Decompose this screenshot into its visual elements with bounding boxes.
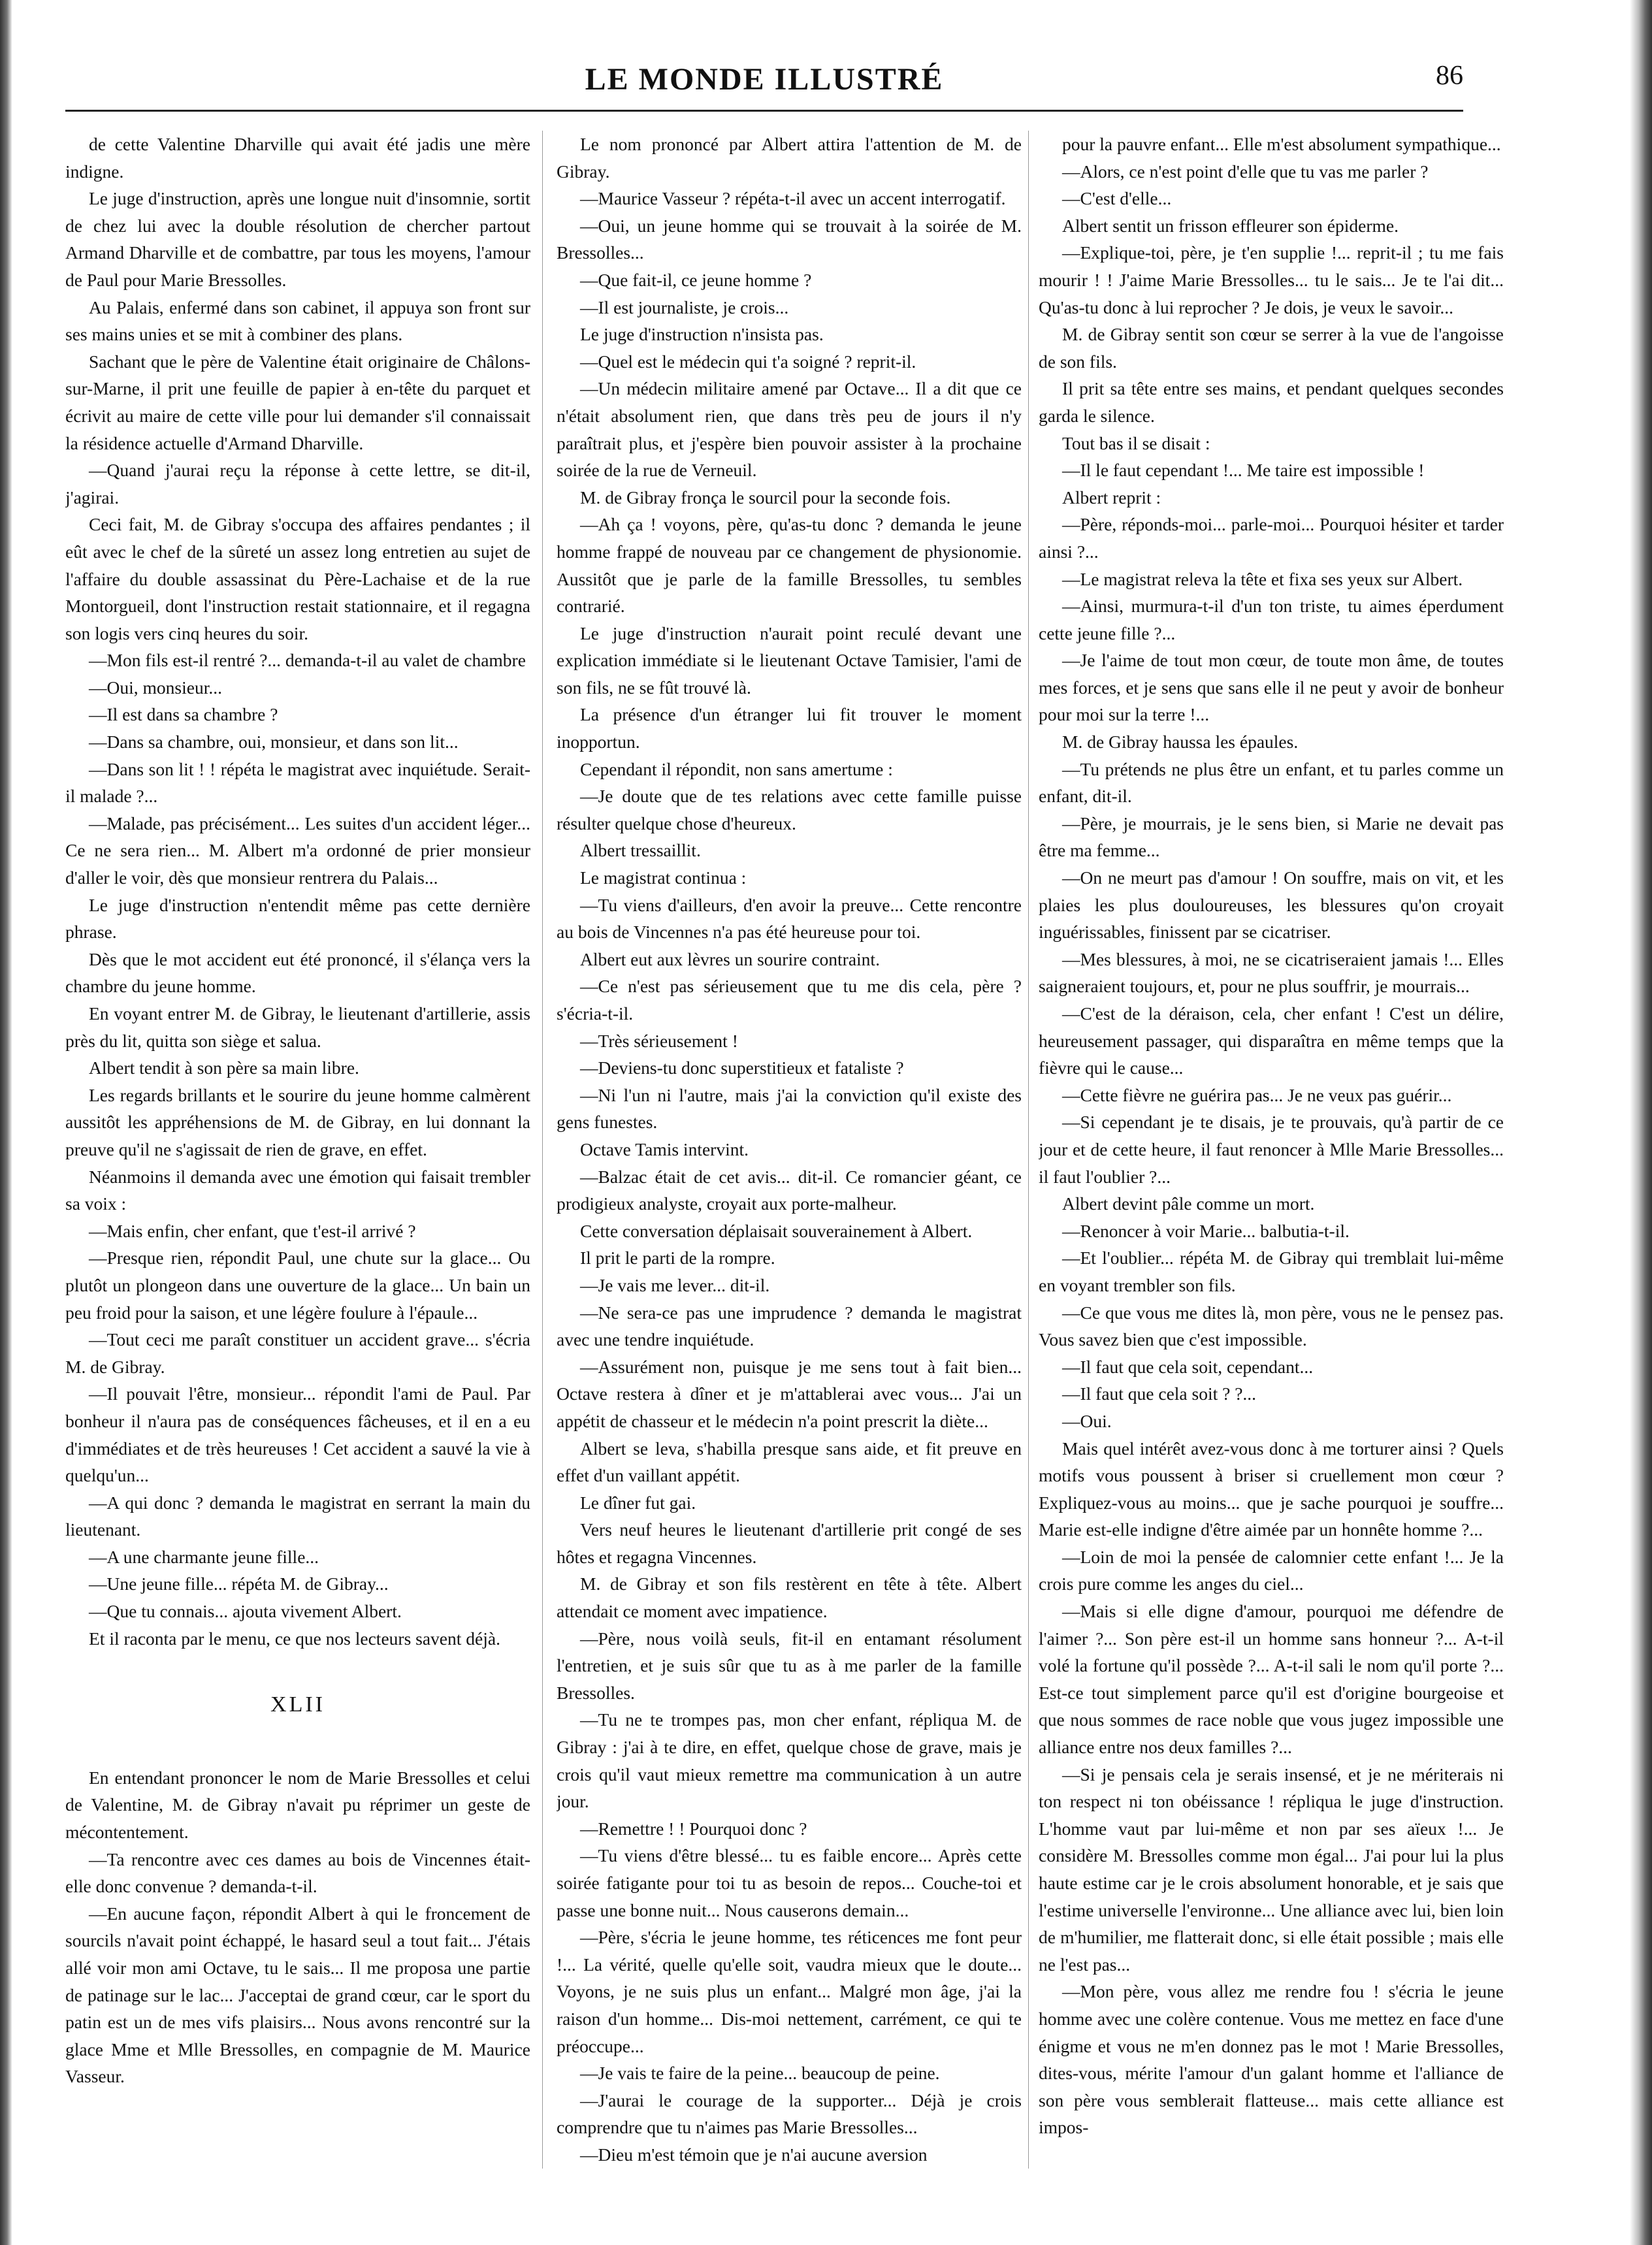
- paragraph: —Il est dans sa chambre ?: [89, 704, 278, 725]
- paragraph: —C'est de la déraison, cela, cher enfant ! C'est un délire, heureusement passager, qui disparaîtra en même temps que la fièvre qui le cause...: [1039, 1003, 1504, 1078]
- paragraph: Les regards brillants et le sourire du jeune homme calmèrent aussitôt les appréhensions de M. de Gibray, en lui donnant la preuve qu'il ne s'agissait de rien de grave, en effet.: [65, 1084, 530, 1159]
- paragraph: —On ne meurt pas d'amour ! On souffre, mais on vit, et les plaies les plus douloureuses, les blessures qu'on croyait inguérissables, finissent par se cicatriser.: [1039, 867, 1504, 943]
- paragraph: Albert tressaillit.: [580, 840, 701, 861]
- column-divider: [542, 131, 543, 2169]
- paragraph: Ceci fait, M. de Gibray s'occupa des affaires pendantes ; il eût avec le chef de la sûreté un assez long entretien au sujet de l'affaire du double assassinat du Père-Lachaise et de la rue Montorgueil, dont l'instruction restait stationnaire, et il regagna son logis vers cinq heures du soir.: [65, 514, 530, 643]
- paragraph: —Explique-toi, père, je t'en supplie !... reprit-il ; tu me fais mourir ! ! J'aime Marie Bressolles... tu le sais... Je te l'ai dit... Qu'as-tu donc à lui reprocher ? Je dois, je veux le savoir...: [1039, 242, 1504, 317]
- paragraph: —Oui.: [1062, 1410, 1112, 1431]
- paragraph: Cette conversation déplaisait souverainement à Albert.: [580, 1220, 973, 1241]
- page-binding-edge: [0, 0, 12, 2245]
- column-divider: [1028, 131, 1029, 2169]
- paragraph: —Cette fièvre ne guérira pas... Je ne veux pas guérir...: [1062, 1084, 1452, 1105]
- paragraph: En entendant prononcer le nom de Marie Bressolles et celui de Valentine, M. de Gibray n'avait pu réprimer un geste de mécontentement.: [65, 1767, 530, 1843]
- paragraph: Le juge d'instruction n'insista pas.: [580, 324, 824, 345]
- paragraph: —Ah ça ! voyons, père, qu'as-tu donc ? demanda le jeune homme frappé de nouveau par ce changement de physionomie. Aussitôt que je parle de la famille Bressolles, tu sembles contrarié.: [557, 514, 1022, 617]
- paragraph: —Il faut que cela soit, cependant...: [1062, 1356, 1314, 1377]
- paragraph: —Très sérieusement !: [580, 1030, 738, 1051]
- paragraph: —Et l'oublier... répéta M. de Gibray qui tremblait lui-même en voyant trembler son fils.: [1039, 1248, 1504, 1295]
- paragraph: —Ce que vous me dites là, mon père, vous ne le pensez pas. Vous savez bien que c'est impossible.: [1039, 1302, 1504, 1350]
- paragraph: —Loin de moi la pensée de calomnier cette enfant !... Je la crois pure comme les anges du ciel...: [1039, 1546, 1504, 1594]
- paragraph: —Ni l'un ni l'autre, mais j'ai la conviction qu'il existe des gens funestes.: [557, 1084, 1022, 1133]
- paragraph: Il prit sa tête entre ses mains, et pendant quelques secondes garda le silence.: [1039, 378, 1504, 426]
- paragraph: Albert sentit un frisson effleurer son épiderme.: [1062, 215, 1399, 236]
- paragraph: —Ainsi, murmura-t-il d'un ton triste, tu aimes éperdument cette jeune fille ?...: [1039, 596, 1504, 643]
- paragraph: —Mon père, vous allez me rendre fou ! s'écria le jeune homme avec une colère contenue. Vous me mettez en face d'une énigme et vous ne m'en donnez pas le mot ! Marie Bressolles, dites-vous, mérite l'amour d'un galant homme et l'alliance de son père vous semblerait flatteuse... mais cette alliance est impos-: [1039, 1981, 1504, 2138]
- paragraph: Octave Tamis intervint.: [580, 1139, 749, 1159]
- paragraph: Le juge d'instruction n'entendit même pas cette dernière phrase.: [65, 894, 530, 943]
- paragraph: Sachant que le père de Valentine était originaire de Châlons-sur-Marne, il prit une feuille de papier à en-tête du parquet et écrivit au maire de cette ville pour lui demander s'il connaissait la résidence actuelle d'Armand Dharville.: [65, 351, 530, 453]
- page-number: 86: [1436, 61, 1463, 91]
- paragraph: En voyant entrer M. de Gibray, le lieutenant d'artillerie, assis près du lit, quitta son siège et salua.: [65, 1003, 530, 1051]
- paragraph: —Quand j'aurai reçu la réponse à cette lettre, se dit-il, j'agirai.: [65, 460, 530, 508]
- paragraph: Mais quel intérêt avez-vous donc à me torturer ainsi ? Quels motifs vous poussent à briser si cruellement mon cœur ? Expliquez-vous au moins... que je sache pourquoi je souffre... Marie est-elle indigne d'être aimée par un honnête homme ?...: [1039, 1438, 1504, 1540]
- paragraph: —Que tu connais... ajouta vivement Albert.: [89, 1601, 402, 1622]
- paragraph: Albert se leva, s'habilla presque sans aide, et fit preuve en effet d'un vaillant appétit.: [557, 1438, 1022, 1486]
- paragraph: —Je doute que de tes relations avec cette famille puisse résulter quelque chose d'heureux.: [557, 786, 1022, 833]
- paragraph: —Dans son lit ! ! répéta le magistrat avec inquiétude. Serait-il malade ?...: [65, 758, 530, 807]
- paragraph: —Père, réponds-moi... parle-moi... Pourquoi hésiter et tarder ainsi ?...: [1039, 514, 1504, 562]
- paragraph: —Balzac était de cet avis... dit-il. Ce romancier géant, ce prodigieux analyste, croyait aux porte-malheur.: [557, 1166, 1022, 1214]
- page-scan-edge: [1630, 0, 1652, 2245]
- paragraph: Néanmoins il demanda avec une émotion qui faisait trembler sa voix :: [65, 1166, 530, 1214]
- paragraph: Le nom prononcé par Albert attira l'attention de M. de Gibray.: [557, 134, 1022, 182]
- paragraph: —Mon fils est-il rentré ?... demanda-t-il au valet de chambre: [89, 650, 526, 671]
- paragraph: —Quel est le médecin qui t'a soigné ? reprit-il.: [580, 351, 916, 372]
- paragraph: Le juge d'instruction, après une longue nuit d'insomnie, sortit de chez lui avec la double résolution de chercher partout Armand Dharville et de combattre, par tous les moyens, l'amour de Paul pour Marie Bressolles.: [65, 188, 530, 290]
- paragraph: —Tout ceci me paraît constituer un accident grave... s'écria M. de Gibray.: [65, 1329, 530, 1377]
- paragraph: —Dans sa chambre, oui, monsieur, et dans son lit...: [89, 732, 459, 752]
- paragraph: —J'aurai le courage de la supporter... Déjà je crois comprendre que tu n'aimes pas Marie Bressolles...: [557, 2090, 1022, 2138]
- paragraph: —Dieu m'est témoin que je n'ai aucune aversion: [580, 2144, 928, 2165]
- paragraph: —Tu viens d'être blessé... tu es faible encore... Après cette soirée fatigante pour toi tu as besoin de repos... Couche-toi et passe une bonne nuit... Nous causerons demain...: [557, 1845, 1022, 1920]
- text-column-2: [557, 131, 1022, 2175]
- paragraph: —Une jeune fille... répéta M. de Gibray...: [89, 1574, 389, 1594]
- paragraph: —A qui donc ? demanda le magistrat en serrant la main du lieutenant.: [65, 1492, 530, 1540]
- column-1-body-after-heading: [65, 1764, 530, 2090]
- paragraph: —Il est journaliste, je crois...: [580, 297, 789, 317]
- paragraph: —Mais enfin, cher enfant, que t'est-il arrivé ?: [89, 1220, 416, 1241]
- paragraph: M. de Gibray et son fils restèrent en tête à tête. Albert attendait ce moment avec impatience.: [557, 1574, 1022, 1622]
- paragraph: —Mes blessures, à moi, ne se cicatriseraient jamais !... Elles saigneraient toujours, et, pour ne plus souffrir, je mourrais...: [1039, 948, 1504, 997]
- paragraph: —Deviens-tu donc superstitieux et fataliste ?: [580, 1058, 904, 1078]
- paragraph: M. de Gibray fronça le sourcil pour la seconde fois.: [580, 487, 951, 508]
- paragraph: Albert devint pâle comme un mort.: [1062, 1193, 1315, 1214]
- paragraph: —Le magistrat releva la tête et fixa ses yeux sur Albert.: [1062, 568, 1463, 589]
- paragraph: Il prit le parti de la rompre.: [580, 1248, 775, 1268]
- paragraph: —Mais si elle digne d'amour, pourquoi me défendre de l'aimer ?... Son père est-il un homme sans honneur ?... A-t-il volé la fortune qu'il possède ?... A-t-il sali le nom qu'il porte ?... Est-ce tout simplement parce qu'il est d'origine bourgeoise et que nous sommes de race noble que vous jugez impossible une alliance entre nos deux familles ?...: [1039, 1601, 1504, 1758]
- paragraph: Le magistrat continua :: [580, 867, 747, 888]
- paragraph: —Père, s'écria le jeune homme, tes réticences me font peur !... La vérité, quelle qu'elle soit, vaudra mieux que le doute... Voyons, je ne suis plus un enfant... Malgré mon âge, j'ai la raison d'un homme... Dis-moi nettement, carrément, ce qui te préoccupe...: [557, 1927, 1022, 2056]
- paragraph: M. de Gibray haussa les épaules.: [1062, 732, 1299, 752]
- paragraph: M. de Gibray sentit son cœur se serrer à la vue de l'angoisse de son fils.: [1039, 324, 1504, 372]
- paragraph: —Si cependant je te disais, je te prouvais, qu'à partir de ce jour et de cette heure, il faut renoncer à Mlle Marie Bressolles... il faut l'oublier ?...: [1039, 1112, 1504, 1187]
- paragraph: Dès que le mot accident eut été prononcé, il s'élança vers la chambre du jeune homme.: [65, 948, 530, 997]
- paragraph: —C'est d'elle...: [1062, 188, 1172, 209]
- paragraph: —Je vais te faire de la peine... beaucoup de peine.: [580, 2063, 940, 2084]
- paragraph: —Père, nous voilà seuls, fit-il en entamant résolument l'entretien, et je suis sûr que tu as à me parler de la famille Bressolles.: [557, 1628, 1022, 1703]
- paragraph: Vers neuf heures le lieutenant d'artillerie prit congé de ses hôtes et regagna Vincennes.: [557, 1519, 1022, 1567]
- page-header: [65, 51, 1463, 112]
- text-column-1: [65, 131, 530, 2175]
- paragraph: —Que fait-il, ce jeune homme ?: [580, 269, 812, 290]
- paragraph: de cette Valentine Dharville qui avait été jadis une mère indigne.: [65, 134, 530, 182]
- paragraph: —Il faut que cela soit ? ?...: [1062, 1383, 1257, 1404]
- paragraph: —Ne sera-ce pas une imprudence ? demanda le magistrat avec une tendre inquiétude.: [557, 1302, 1022, 1350]
- paragraph: —Oui, un jeune homme qui se trouvait à la soirée de M. Bressolles...: [557, 215, 1022, 263]
- paragraph: —Alors, ce n'est point d'elle que tu vas me parler ?: [1062, 161, 1429, 182]
- paragraph: —Tu ne te trompes pas, mon cher enfant, répliqua M. de Gibray : j'ai à te dire, en effet, quelque chose de grave, mais je crois qu'il vaut mieux remettre ma communication à un autre jour.: [557, 1709, 1022, 1812]
- paragraph: —Maurice Vasseur ? répéta-t-il avec un accent interrogatif.: [580, 188, 1006, 209]
- journal-title: LE MONDE ILLUSTRÉ: [585, 62, 944, 97]
- paragraph: Albert reprit :: [1062, 487, 1161, 508]
- paragraph: Tout bas il se disait :: [1062, 432, 1210, 453]
- paragraph: Le dîner fut gai.: [580, 1492, 696, 1513]
- paragraph: —Père, je mourrais, je le sens bien, si Marie ne devait pas être ma femme...: [1039, 813, 1504, 861]
- paragraph: —Renoncer à voir Marie... balbutia-t-il.: [1062, 1220, 1350, 1241]
- column-1-body: [65, 131, 530, 1652]
- paragraph: —Assurément non, puisque je me sens tout à fait bien... Octave restera à dîner et je m'attablerai avec vous... J'ai un appétit de chasseur et le médecin n'a point prescrit la diète...: [557, 1356, 1022, 1431]
- text-column-3: [1039, 131, 1504, 2175]
- paragraph: —A une charmante jeune fille...: [89, 1546, 319, 1567]
- paragraph: —Presque rien, répondit Paul, une chute sur la glace... Ou plutôt un plongeon dans une ouverture de la glace... Un bain un peu froid pour la saison, et une légère foulure à l'épaule...: [65, 1248, 530, 1323]
- paragraph: Le juge d'instruction n'aurait point reculé devant une explication immédiate si le lieutenant Octave Tamisier, l'ami de son fils, ne se fût trouvé là.: [557, 622, 1022, 698]
- paragraph: —Ta rencontre avec ces dames au bois de Vincennes était-elle donc convenue ? demanda-t-il.: [65, 1849, 530, 1897]
- paragraph: La présence d'un étranger lui fit trouver le moment inopportun.: [557, 704, 1022, 752]
- paragraph: pour la pauvre enfant... Elle m'est absolument sympathique...: [1062, 134, 1501, 154]
- paragraph: —Tu prétends ne plus être un enfant, et tu parles comme un enfant, dit-il.: [1039, 758, 1504, 807]
- paragraph: Albert tendit à son père sa main libre.: [89, 1058, 359, 1078]
- paragraph: Au Palais, enfermé dans son cabinet, il appuya son front sur ses mains unies et se mit à combiner des plans.: [65, 297, 530, 345]
- column-2-body: [557, 131, 1022, 2169]
- paragraph: —En aucune façon, répondit Albert à qui le froncement de sourcils n'avait point échappé, le hasard seul a tout fait... J'étais allé voir mon ami Octave, tu le sais... Il me proposa une partie de patinage sur le lac... J'acceptai de grand cœur, car le sport du patin est un de mes vifs plaisirs... Nous avons rencontré sur la glace Mme et Mlle Bressolles, en compagnie de M. Maurice Vasseur.: [65, 1903, 530, 2087]
- paragraph: —Je l'aime de tout mon cœur, de toute mon âme, de toutes mes forces, et je sens que sans elle il ne peut y avoir de bonheur pour moi sur la terre !...: [1039, 650, 1504, 725]
- paragraph: —Il pouvait l'être, monsieur... répondit l'ami de Paul. Par bonheur il n'aura pas de conséquences fâcheuses, et il en a eu d'immédiates et de très heureuses ! Cet accident a sauvé la vie à quelqu'un...: [65, 1383, 530, 1486]
- paragraph: —Un médecin militaire amené par Octave... Il a dit que ce n'était absolument rien, que dans très peu de jours il n'y paraîtrait plus, et j'espère bien pouvoir assister à la prochaine soirée de la rue de Verneuil.: [557, 378, 1022, 481]
- paragraph: —Malade, pas précisément... Les suites d'un accident léger... Ce ne sera rien... M. Albert m'a ordonné de prier monsieur d'aller le voir, dès que monsieur rentrera du Palais...: [65, 813, 530, 888]
- paragraph: —Oui, monsieur...: [89, 677, 222, 698]
- chapter-heading: XLII: [270, 1692, 325, 1717]
- paragraph: —Il le faut cependant !... Me taire est impossible !: [1062, 460, 1425, 481]
- paragraph: Albert eut aux lèvres un sourire contraint.: [580, 948, 880, 969]
- paragraph: Et il raconta par le menu, ce que nos lecteurs savent déjà.: [89, 1628, 500, 1649]
- paragraph: —Ce n'est pas sérieusement que tu me dis cela, père ? s'écria-t-il.: [557, 976, 1022, 1024]
- paragraph: —Remettre ! ! Pourquoi donc ?: [580, 1818, 807, 1839]
- paragraph: —Tu viens d'ailleurs, d'en avoir la preuve... Cette rencontre au bois de Vincennes n'a pas été heureuse pour toi.: [557, 894, 1022, 943]
- paragraph: —Si je pensais cela je serais insensé, et je ne mériterais ni ton respect ni ton obéissance ! répliqua le juge d'instruction. L'homme vaut par lui-même et non par ses aïeux !... Je considère M. Bressolles comme mon égal... J'ai pour lui la plus haute estime car je le crois absolument honorable, et je sais que l'estime universelle l'environne... Une alliance avec lui, bien loin de m'humilier, me flatterait donc, si elle était possible ; mais elle ne l'est pas...: [1039, 1764, 1504, 1975]
- paragraph: Cependant il répondit, non sans amertume :: [580, 758, 893, 779]
- paragraph: —Je vais me lever... dit-il.: [580, 1274, 770, 1295]
- column-3-body: [1039, 131, 1504, 2141]
